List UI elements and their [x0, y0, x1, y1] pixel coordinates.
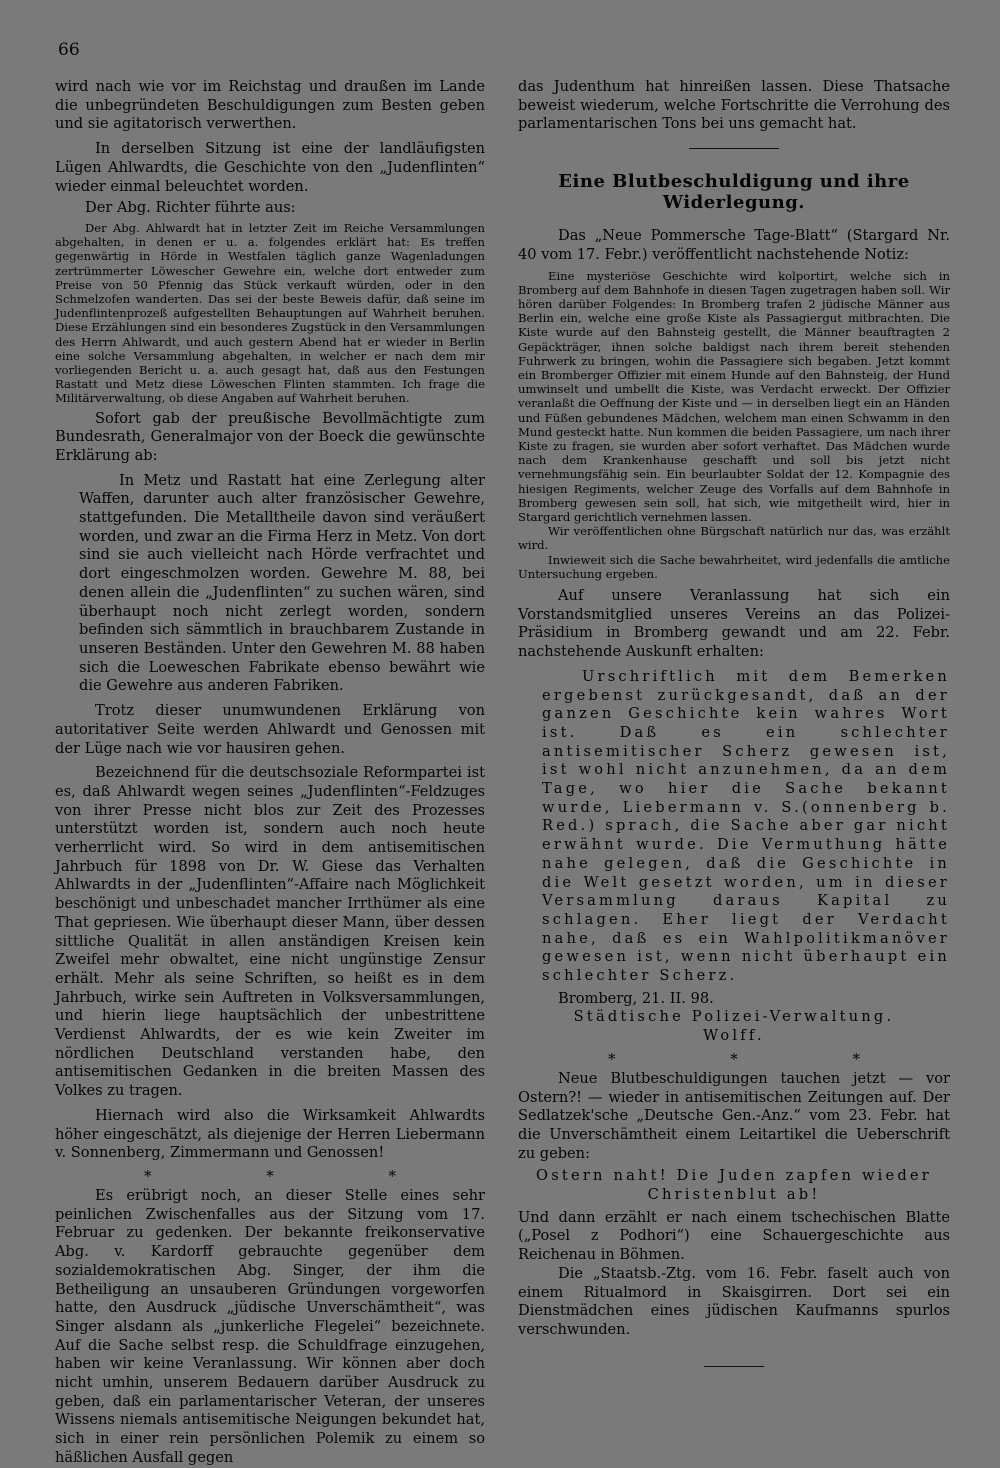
separator-stars: * * * — [607, 1049, 861, 1068]
paragraph: Bezeichnend für die deutschsoziale Reformpartei ist es, daß Ahlwardt wegen seines „Judenflinten“-Feldzuges von ihrer Presse nicht blos zur Zeit des Prozesses unterstützt worden ist, sondern auch noch heute verherrlicht wird. So wird in dem antisemitischen Jahrbuch für 1898 von Dr. W. Giese das Verhalten Ahlwardts in der „Judenflinten“-Affaire nach Möglichkeit beschönigt und unbeschadet mancher Irrthümer als eine That gepriesen. Wie überhaupt dieser Mann, über dessen sittliche Qualität in allen anständigen Kreisen kein Zweifel mehr obwaltet, eine nicht ungünstige Zensur erhält. Mehr als seine Schriften, so heißt es in dem Jahrbuch, wirke sein Auftreten in Volksversammlungen, und hierin liege hauptsächlich der unbestrittene Verdienst Ahlwardts, der es wie kein Zweiter im nördlichen Deutschland verstanden habe, den antisemitischen Gedanken in die breiten Massen des Volkes zu tragen. — [55, 764, 485, 1100]
right-column — [518, 78, 950, 1408]
quote: Urschriftlich mit dem Bemerken ergebenst zurückgesandt, daß an der ganzen Geschichte kein wahres Wort ist. Daß es ein schlechter antisemitischer Scherz gewesen ist, ist wohl nicht anzunehmen, da an dem Tage, wo hier die Sache bekannt wurde, Liebermann v. S.(onnenberg b. Red.) sprach, die Sache aber gar nicht erwähnt wurde. Die Vermuthung hätte nahe gelegen, daß die Geschichte in die Welt gesetzt worden, um in dieser Versammlung daraus Kapital zu schlagen. Eher liegt der Verdacht nahe, daß es ein Wahlpolitikmanöver gewesen ist, wenn nicht überhaupt ein schlechter Scherz. — [542, 667, 950, 985]
paragraph: Sofort gab der preußische Bevollmächtigte zum Bundesrath, Generalmajor von der Boeck die gewünschte Erklärung ab: — [55, 409, 485, 464]
paragraph: wird nach wie vor im Reichstag und draußen im Lande die unbegründeten Beschuldigungen zum Besten geben und sie agitatorisch verwerthen. — [55, 78, 485, 133]
quote: In Metz und Rastatt hat eine Zerlegung alter Waffen, darunter auch alter französischer Gewehre, stattgefunden. Die Metalltheile davon sind veräußert worden, und zwar an die Firma Herz in Metz. Von dort sind sie auch vielleicht nach Hörde verfrachtet und dort eingeschmolzen worden. Gewehre M. 88, bei denen allein die „Judenflinten“ zu suchen wären, sind überhaupt noch nicht zerlegt worden, sondern befinden sich sämmtlich in brauchbarem Zustande in unseren Beständen. Unter den Gewehren M. 88 haben sich die Loeweschen Fabrikate ebenso bewährt wie die Gewehre aus anderen Fabriken. — [79, 471, 485, 695]
quote: Inwieweit sich die Sache bewahrheitet, wird jedenfalls die amtliche Untersuchung ergeben. — [518, 552, 950, 581]
place-date: Bromberg, 21. II. 98. — [558, 989, 714, 1007]
paragraph: Auf unsere Veranlassung hat sich ein Vorstandsmitglied unseres Vereins an das Polizei-Präsidium in Bromberg gewandt und am 22. Febr. nachstehende Auskunft erhalten: — [518, 586, 950, 661]
signature: Wolff. — [703, 1027, 765, 1045]
quote: Wir veröffentlichen ohne Bürgschaft natürlich nur das, was erzählt wird. — [518, 524, 950, 553]
headline-quote: Ostern naht! Die Juden zapfen wieder Christenblut ab! — [536, 1167, 932, 1204]
left-column — [55, 78, 485, 1466]
page-number: 66 — [58, 40, 80, 60]
paragraph: das Judenthum hat hinreißen lassen. Diese Thatsache beweist wiederum, welche Fortschritte die Verrohung des parlamentarischen Tons bei uns gemacht hat. — [518, 78, 950, 133]
paragraph: Und dann erzählt er nach einem tschechischen Blatte („Posel z Podhori“) eine Schauergeschichte aus Reichenau in Böhmen. — [518, 1208, 950, 1264]
authority: Städtische Polizei-Verwaltung. — [573, 1008, 895, 1026]
section-title: Eine Blutbeschuldigung und ihre Widerlegung. — [558, 171, 910, 214]
divider — [689, 148, 779, 149]
paragraph: Hiernach wird also die Wirksamkeit Ahlwardts höher eingeschätzt, als diejenige der Herren Liebermann v. Sonnenberg, Zimmermann und Genossen! — [55, 1106, 485, 1162]
separator-stars: * * * — [143, 1166, 397, 1185]
paragraph: In derselben Sitzung ist eine der landläufigsten Lügen Ahlwardts, die Geschichte von den „Judenflinten“ wieder einmal beleuchtet worden. — [55, 140, 485, 195]
paragraph: Es erübrigt noch, an dieser Stelle eines sehr peinlichen Zwischenfalles aus der Sitzung vom 17. Februar zu gedenken. Der bekannte freikonservative Abg. v. Kardorff gebrauchte gegenüber dem sozialdemokratischen Abg. Singer, der ihm die Betheiligung an unsauberen Gründungen vorgeworfen hatte, den Ausdruck „jüdische Unverschämtheit“, was Singer alsdann als „junkerliche Flegelei“ bezeichnete. Auf die Sache selbst resp. die Schuldfrage einzugehen, haben wir keine Veranlassung. Wir können aber doch nicht umhin, unserem Bedauern darüber Ausdruck zu geben, daß ein parlamentarischer Veteran, der unseres Wissens niemals antisemitische Neigungen bekundet hat, sich in einer rein persönlichen Polemik zu einem so häßlichen Ausfall gegen — [55, 1186, 485, 1466]
paragraph: Neue Blutbeschuldigungen tauchen jetzt — vor Ostern?! — wieder in antisemitischen Zeitungen auf. Der Sedlatzek'sche „Deutsche Gen.-Anz.“ vom 23. Febr. hat die Unverschämtheit einem Leitartikel die Ueberschrift zu geben: — [518, 1069, 950, 1162]
quote: Eine mysteriöse Geschichte wird kolportirt, welche sich in Bromberg auf dem Bahnhofe in diesen Tagen zugetragen haben soll. Wir hören darüber Folgendes: In Bromberg trafen 2 jüdische Männer aus Berlin ein, welche eine große Kiste als Passagiergut mitbrachten. Die Kiste wurde auf den Bahnsteig gestellt, die Männer beauftragten 2 Gepäckträger, ihnen solche baldigst nach ihrem bereit stehenden Fuhrwerk zu bringen, wohin die Passagiere sich begaben. Jetzt kommt ein Bromberger Offizier mit einem Hunde auf den Bahnsteig, der Hund umwinselt und umbellt die Kiste, was Verdacht erweckt. Der Offizier veranlaßt die Oeffnung der Kiste und — in derselben liegt ein an Händen und Füßen gebundenes Mädchen, welchem man einen Schwamm in den Mund gesteckt hatte. Nun kommen die beiden Passagiere, um nach ihrer Kiste zu fragen, sie wurden aber sofort verhaftet. Das Mädchen wurde nach dem Krankenhause geschafft und soll bis jetzt nicht vernehmungsfähig sein. Ein beurlaubter Soldat der 12. Kompagnie des hiesigen Regiments, welcher Zeuge des Vorfalls auf dem Bahnhofe in Bromberg gewesen sein soll, hat sich, wie mitgetheilt wird, hier in Stargard gerichtlich vernehmen lassen. — [518, 268, 950, 524]
paragraph: Die „Staatsb.-Ztg. vom 16. Febr. faselt auch von einem Ritualmord in Skaisgirren. Dort sei ein Dienstmädchen eines jüdischen Kaufmanns spurlos verschwunden. — [518, 1264, 950, 1338]
paragraph: Der Abg. Richter führte aus: — [85, 199, 296, 217]
divider — [704, 1366, 764, 1367]
paragraph: Das „Neue Pommersche Tage-Blatt“ (Stargard Nr. 40 vom 17. Febr.) veröffentlicht nachstehende Notiz: — [518, 227, 950, 263]
quote: Der Abg. Ahlwardt hat in letzter Zeit im Reiche Versammlungen abgehalten, in denen er u. a. folgendes erklärt hat: Es treffen gegenwärtig in Hörde in Westfalen täglich ganze Wagenladungen zertrümmerter Löwescher Gewehre ein, welche dort entweder zum Preise von 50 Pfennig das Stück verkauft würden, oder in den Schmelzofen wanderten. Das sei der beste Beweis dafür, daß seine im Judenflintenprozeß aufgestellten Behauptungen auf Wahrheit beruhen. Diese Erzählungen sind ein besonderes Zugstück in den Versammlungen des Herrn Ahlwardt, und auch gestern Abend hat er wieder in Berlin eine solche Versammlung abgehalten, in welcher er nach dem mir vorliegenden Bericht u. a. auch gesagt hat, daß aus den Festungen Rastatt und Metz diese Löweschen Flinten stammten. Ich frage die Militärverwaltung, ob diese Angaben auf Wahrheit beruhen. — [55, 220, 485, 406]
paragraph: Trotz dieser unumwundenen Erklärung von autoritativer Seite werden Ahlwardt und Genossen mit der Lüge nach wie vor hausiren gehen. — [55, 702, 485, 757]
